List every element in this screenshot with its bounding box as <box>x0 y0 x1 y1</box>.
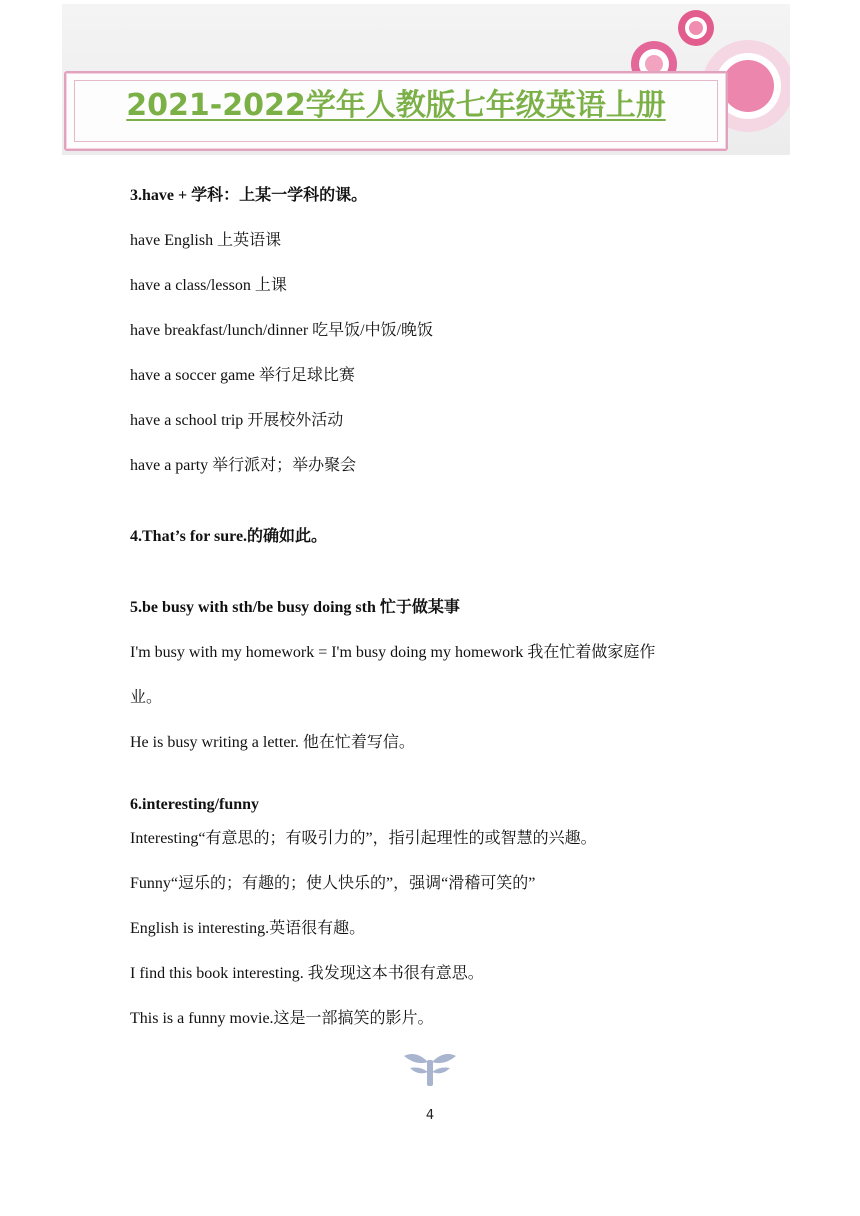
heading-interesting-funny: 6.interesting/funny <box>130 796 260 813</box>
text-line: Interesting“有意思的；有吸引力的”，指引起理性的或智慧的兴趣。 <box>130 830 597 847</box>
text-line: have a soccer game 举行足球比赛 <box>130 367 355 384</box>
footer-ornament-icon <box>400 1050 460 1088</box>
text-line: 业。 <box>130 689 163 706</box>
page-number: 4 <box>425 1108 435 1123</box>
circle-small-core <box>689 21 703 35</box>
text-line: have breakfast/lunch/dinner 吃早饭/中饭/晚饭 <box>130 322 434 339</box>
text-line: have a school trip 开展校外活动 <box>130 412 344 429</box>
text-line: Funny“逗乐的；有趣的；使人快乐的”，强调“滑稽可笑的” <box>130 875 536 892</box>
text-line: This is a funny movie.这是一部搞笑的影片。 <box>130 1010 434 1027</box>
heading-thats-for-sure: 4.That’s for sure.的确如此。 <box>130 528 328 545</box>
text-line: have a party 举行派对；举办聚会 <box>130 457 357 474</box>
heading-be-busy: 5.be busy with sth/be busy doing sth 忙于做某事 <box>130 599 460 616</box>
text-line: have English 上英语课 <box>130 232 282 249</box>
text-line: I'm busy with my homework = I'm busy doing my homework 我在忙着做家庭作 <box>130 644 656 661</box>
heading-have-subject: 3.have + 学科：上某一学科的课。 <box>130 187 368 204</box>
text-line: have a class/lesson 上课 <box>130 277 287 294</box>
text-line: I find this book interesting. 我发现这本书很有意思。 <box>130 965 484 982</box>
circle-large-core <box>722 60 774 112</box>
text-line: He is busy writing a letter. 他在忙着写信。 <box>130 734 415 751</box>
text-line: English is interesting.英语很有趣。 <box>130 920 366 937</box>
page-title: 2021-2022学年人教版七年级英语上册 <box>126 88 666 123</box>
